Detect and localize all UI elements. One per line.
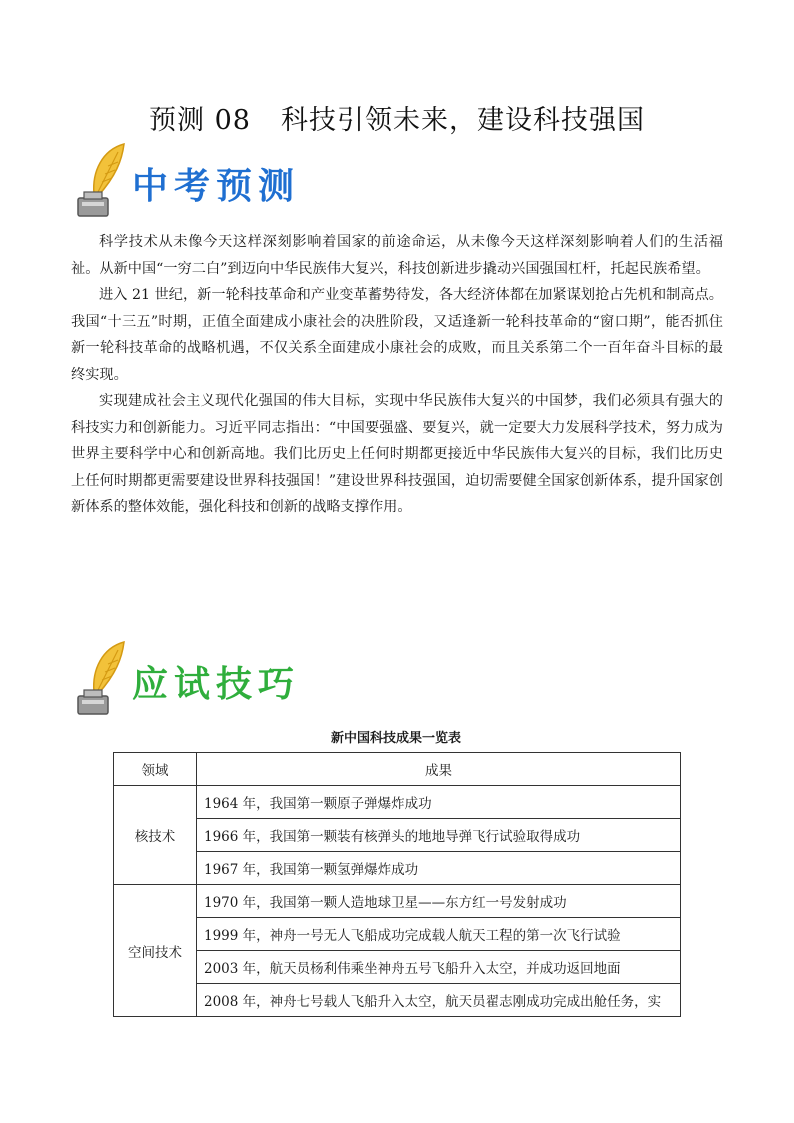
paragraph-3: 实现建成社会主义现代化强国的伟大目标，实现中华民族伟大复兴的中国梦，我们必须具有强大的科技实力和创新能力。习近平同志指出：“中国要强盛、要复兴，就一定要大力发展科学技术，努力成为世界主要科学中心和创新高地。我们比历史上任何时期都更接近中华民族伟大复兴的目标，我们比历史上任何时期都更需要建设世界科技强国！”建设世界科技强国，迫切需要健全国家创新体系，提升国家创新体系的整体效能，强化科技和创新的战略支撑作用。 bbox=[71, 393, 723, 515]
table-row bbox=[114, 852, 681, 885]
result-cell: 1999 年，神舟一号无人飞船成功完成载人航天工程的第一次飞行试验 bbox=[197, 918, 681, 951]
section-label-forecast: 中考预测 bbox=[132, 166, 301, 207]
quill-inkwell-icon bbox=[72, 640, 132, 718]
field-cell: 核技术 bbox=[114, 786, 197, 885]
title-text: 科技引领未来，建设科技强国 bbox=[280, 105, 645, 136]
quill-inkwell-icon bbox=[72, 142, 132, 220]
table-row bbox=[114, 951, 681, 984]
paragraph-2: 进入 21 世纪，新一轮科技革命和产业变革蓄势待发，各大经济体都在加紧谋划抢占先机和制高点。我国“十三五”时期，正值全面建成小康社会的决胜阶段，又适逢新一轮科技革命的“窗口期”，能否抓住新一轮科技革命的战略机遇，不仅关系全面建成小康社会的成败，而且关系第二个一百年奋斗目标的最终实现。 bbox=[71, 287, 723, 383]
field-cell: 空间技术 bbox=[114, 885, 197, 1017]
result-cell: 1964 年，我国第一颗原子弹爆炸成功 bbox=[197, 786, 681, 819]
table-caption: 新中国科技成果一览表 bbox=[330, 731, 461, 746]
table-row bbox=[114, 885, 681, 918]
table-row bbox=[114, 984, 681, 1017]
section-label-skills: 应试技巧 bbox=[132, 664, 301, 705]
section-header-forecast bbox=[72, 142, 472, 222]
section-header-skills bbox=[72, 640, 472, 720]
header-field: 领域 bbox=[114, 753, 197, 786]
result-cell: 2008 年，神舟七号载人飞船升入太空，航天员翟志刚成功完成出舱任务，实 bbox=[197, 984, 681, 1017]
table-row bbox=[114, 918, 681, 951]
result-cell: 2003 年，航天员杨利伟乘坐神舟五号飞船升入太空，并成功返回地面 bbox=[197, 951, 681, 984]
table-header-row bbox=[114, 753, 681, 786]
intro-paragraphs bbox=[71, 229, 723, 521]
header-result: 成果 bbox=[197, 753, 681, 786]
achievements-table bbox=[113, 752, 681, 1017]
table-row bbox=[114, 786, 681, 819]
paragraph-1: 科学技术从未像今天这样深刻影响着国家的前途命运，从未像今天这样深刻影响着人们的生活福祉。从新中国“一穷二白”到迈向中华民族伟大复兴，科技创新进步撬动兴国强国杠杆，托起民族希望。 bbox=[71, 234, 723, 277]
result-cell: 1966 年，我国第一颗装有核弹头的地地导弹飞行试验取得成功 bbox=[197, 819, 681, 852]
result-cell: 1970 年，我国第一颗人造地球卫星——东方红一号发射成功 bbox=[197, 885, 681, 918]
page-title bbox=[0, 98, 794, 137]
table-row bbox=[114, 819, 681, 852]
title-number: 预测 08 bbox=[149, 105, 251, 136]
result-cell: 1967 年，我国第一颗氢弹爆炸成功 bbox=[197, 852, 681, 885]
